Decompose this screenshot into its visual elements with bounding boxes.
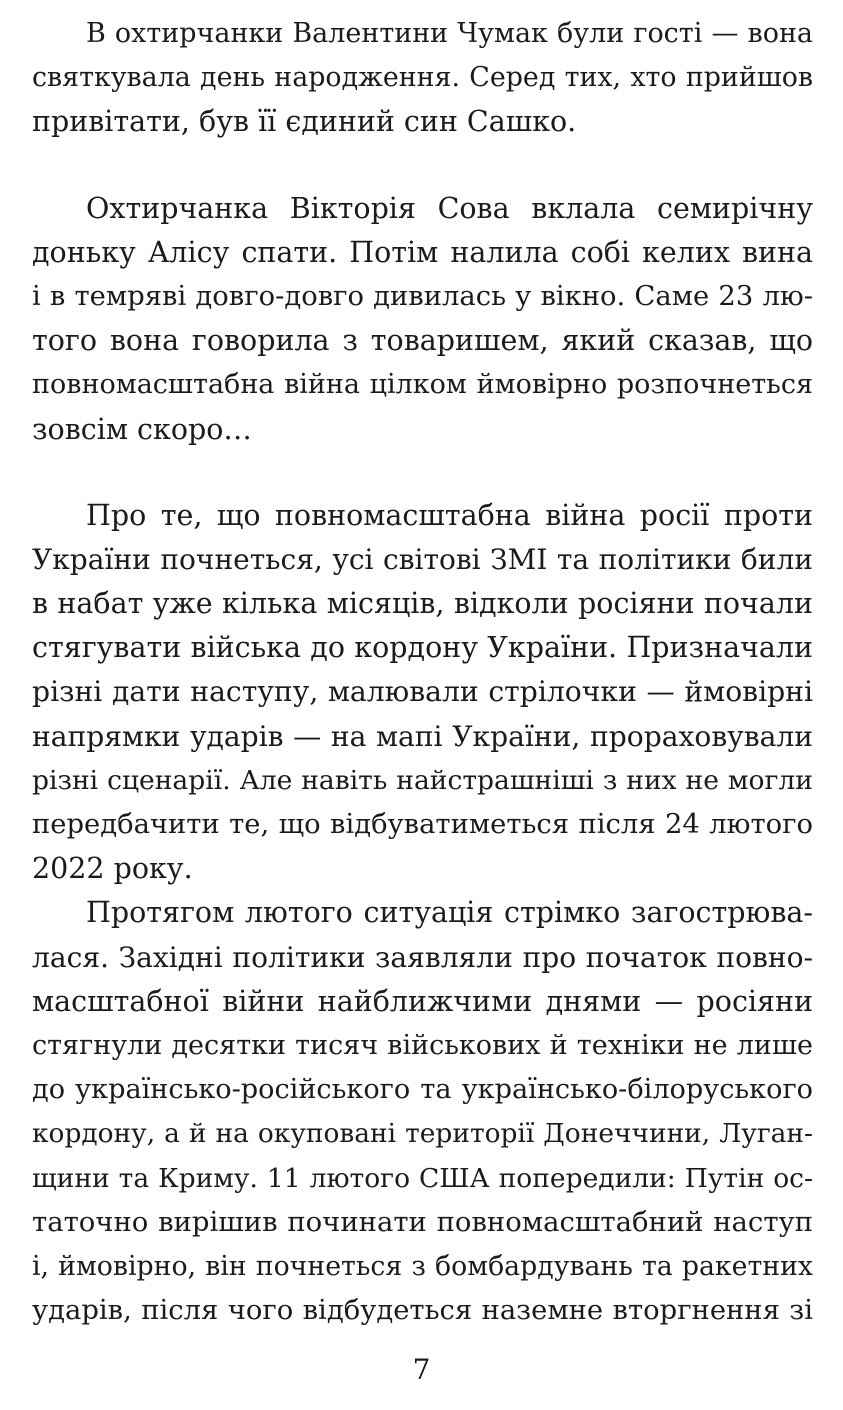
text-line: і, ймовірно, він почнеться з бомбардувань та ракетних (32, 1250, 813, 1282)
text-line: лася. Західні політики заявляли про початок повно- (32, 940, 813, 974)
text-line: зовсім скоро… (32, 412, 252, 446)
paragraph-1 (32, 12, 813, 145)
text-line: до українсько-російського та українсько-білоруського (32, 1074, 813, 1106)
paragraph-spacer (32, 452, 813, 494)
text-line: 2022 року. (32, 852, 193, 886)
paragraph-2 (32, 187, 813, 452)
text-line: і в темряві довго-довго дивилась у вікно. Саме 23 лю- (32, 280, 813, 312)
body-text (32, 12, 813, 1333)
paragraph-3 (32, 494, 813, 892)
text-line: повномасштабна війна цілком ймовірно розпочнеться (32, 369, 813, 401)
text-line: різні дати наступу, малювали стрілочки — ймовірні (32, 675, 813, 709)
text-line: масштабної війни найближчими днями — росіяни (32, 984, 813, 1018)
text-line: Протягом лютого ситуація стрімко загострюва- (86, 896, 813, 930)
text-line: Про те, що повномасштабна війна росії проти (86, 498, 813, 532)
text-line: Охтирчанка Вікторія Сова вклала семирічну (86, 191, 813, 225)
text-line: доньку Алісу спати. Потім налила собі келих вина (32, 235, 813, 269)
text-line: В охтирчанки Валентини Чумак були гості — вона (86, 18, 813, 49)
text-line: святкувала день народження. Серед тих, хто прийшов (32, 62, 813, 94)
text-line: передбачити те, що відбуватиметься після 24 лютого (32, 809, 813, 840)
text-line: стягнули десятки тисяч військових й техніки не лише (32, 1029, 813, 1061)
text-line: напрямки ударів — на мапі України, прораховували (32, 719, 813, 753)
text-line: щини та Криму. 11 лютого США попередили: Путін ос- (32, 1162, 813, 1194)
text-line: в набат уже кілька місяців, відколи росіяни почали (32, 587, 813, 621)
text-line: кордону, а й на окуповані території Донеччини, Луган- (32, 1118, 813, 1150)
text-line: різні сценарії. Але навіть найстрашніші з них не могли (32, 764, 813, 796)
paragraph-spacer (32, 145, 813, 187)
page-number: 7 (412, 1353, 431, 1386)
text-line: того вона говорила з товаришем, який сказав, що (32, 324, 813, 358)
text-line: привітати, був її єдиний син Сашко. (32, 105, 577, 139)
text-line: стягувати війська до кордону України. Призначали (32, 631, 813, 665)
text-line: таточно вирішив починати повномасштабний наступ (32, 1206, 813, 1238)
paragraph-4 (32, 891, 813, 1333)
text-line: України почнеться, усі світові ЗМІ та політики били (32, 542, 813, 576)
text-line: ударів, після чого відбудеться наземне вторгнення зі (32, 1295, 813, 1327)
